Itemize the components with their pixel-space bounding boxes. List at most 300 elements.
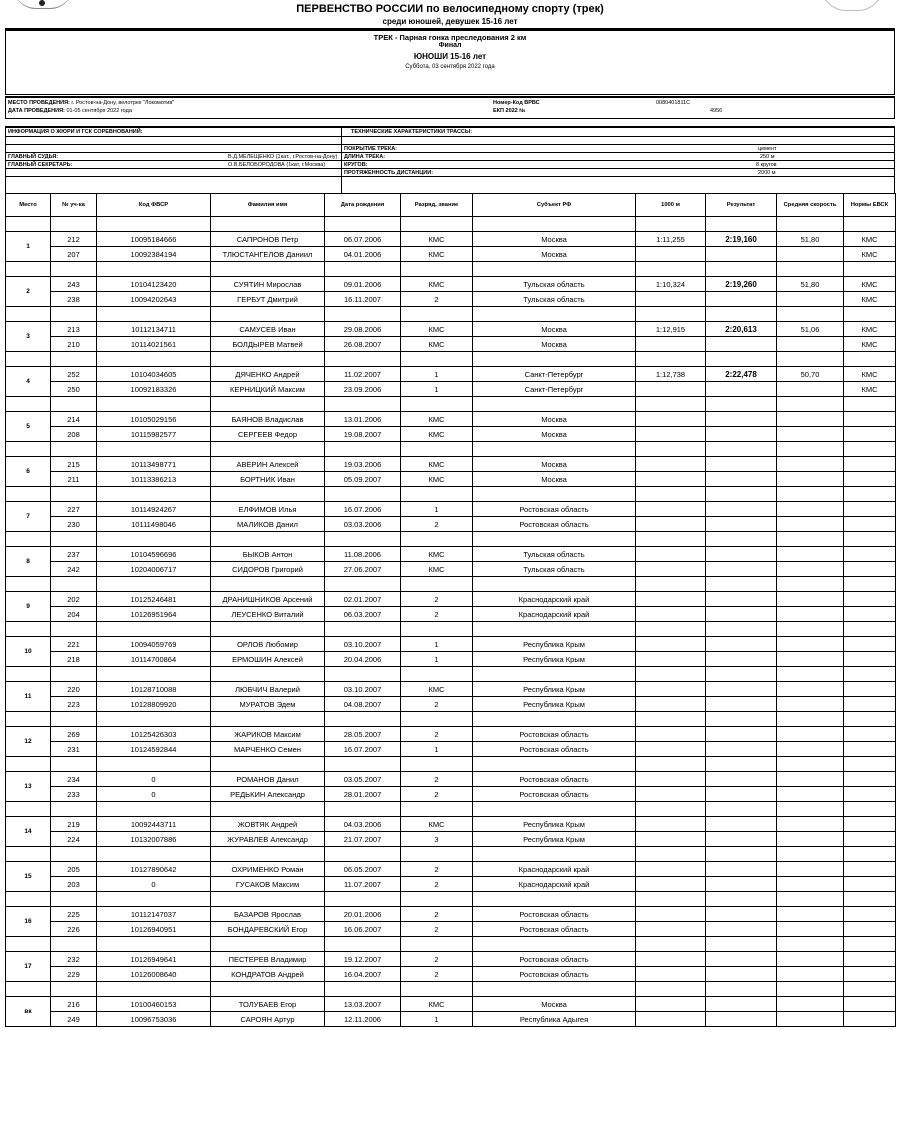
rank-cell: 2 (401, 772, 473, 787)
result-cell (706, 592, 777, 607)
rank-cell: 1 (401, 652, 473, 667)
place-cell: 15 (6, 862, 51, 892)
place-cell: 13 (6, 772, 51, 802)
avg-speed-cell (777, 292, 844, 307)
rank-cell: КМС (401, 337, 473, 352)
spacer-row (6, 622, 896, 637)
avg-speed-cell (777, 382, 844, 397)
evsk-norm-cell: КМС (844, 322, 896, 337)
split-1000m-cell: 1:11,255 (636, 232, 706, 247)
split-1000m-cell (636, 922, 706, 937)
fvsr-code-cell: 10126008640 (97, 967, 211, 982)
avg-speed-cell (777, 967, 844, 982)
fvsr-code-cell: 10105029156 (97, 412, 211, 427)
avg-speed-cell: 51,06 (777, 322, 844, 337)
table-row (6, 877, 896, 892)
rider-name-cell: ЛЕУСЕНКО Виталий (211, 607, 325, 622)
fvsr-code-cell: 10114924267 (97, 502, 211, 517)
results-table (5, 193, 896, 1027)
rider-name-cell: САМУСЕВ Иван (211, 322, 325, 337)
place-cell: вк (6, 997, 51, 1027)
bib-cell: 203 (51, 877, 97, 892)
evsk-norm-cell (844, 1012, 896, 1027)
evsk-norm-cell (844, 652, 896, 667)
place-cell: 6 (6, 457, 51, 487)
split-1000m-cell (636, 742, 706, 757)
place-cell: 16 (6, 907, 51, 937)
rider-name-cell: САРОЯН Артур (211, 1012, 325, 1027)
evsk-norm-cell (844, 412, 896, 427)
rider-name-cell: ЕРМОШИН Алексей (211, 652, 325, 667)
evsk-norm-cell (844, 772, 896, 787)
rider-name-cell: МАРЧЕНКО Семен (211, 742, 325, 757)
rank-cell: 2 (401, 877, 473, 892)
rider-name-cell: ГУСАКОВ Максим (211, 877, 325, 892)
rider-name-cell: ЖУРАВЛЕВ Александр (211, 832, 325, 847)
result-cell (706, 517, 777, 532)
surface-label: ПОКРЫТИЕ ТРЕКА: (344, 146, 398, 152)
fvsr-code-cell: 10127890642 (97, 862, 211, 877)
evsk-norm-cell (844, 502, 896, 517)
fvsr-code-cell: 10114021561 (97, 337, 211, 352)
region-cell: Москва (473, 457, 636, 472)
split-1000m-cell (636, 247, 706, 262)
region-cell: Ростовская область (473, 952, 636, 967)
place-cell: 5 (6, 412, 51, 442)
fvsr-code-cell: 10111498046 (97, 517, 211, 532)
evsk-norm-cell: КМС (844, 382, 896, 397)
result-cell: 2:19,260 (706, 277, 777, 292)
region-cell: Ростовская область (473, 517, 636, 532)
spacer-row (6, 352, 896, 367)
region-cell: Республика Крым (473, 832, 636, 847)
spacer-row (6, 217, 896, 232)
distance-value: 2000 м (758, 170, 776, 176)
rider-name-cell: ДРАНИШНИКОВ Арсений (211, 592, 325, 607)
region-cell: Краснодарский край (473, 607, 636, 622)
place-cell: 1 (6, 232, 51, 262)
rider-name-cell: ТЛЮСТАНГЕЛОВ Даниил (211, 247, 325, 262)
bib-cell: 220 (51, 682, 97, 697)
table-row (6, 517, 896, 532)
column-header: Место (6, 194, 51, 217)
table-row (6, 1012, 896, 1027)
avg-speed-cell (777, 457, 844, 472)
table-row (6, 772, 896, 787)
rank-cell: КМС (401, 472, 473, 487)
avg-speed-cell (777, 592, 844, 607)
region-cell: Республика Крым (473, 637, 636, 652)
bib-cell: 242 (51, 562, 97, 577)
fvsr-code-cell: 10204006717 (97, 562, 211, 577)
rider-name-cell: ОРЛОВ Любомир (211, 637, 325, 652)
fvsr-code-cell: 10104123420 (97, 277, 211, 292)
result-cell (706, 682, 777, 697)
avg-speed-cell (777, 832, 844, 847)
table-row (6, 247, 896, 262)
rank-cell: КМС (401, 427, 473, 442)
fvsr-code-cell: 10113498771 (97, 457, 211, 472)
venue-dates-label: ДАТА ПРОВЕДЕНИЯ: (8, 108, 65, 114)
region-cell: Тульская область (473, 562, 636, 577)
split-1000m-cell (636, 502, 706, 517)
venue-place-label: МЕСТО ПРОВЕДЕНИЯ: (8, 100, 70, 106)
rank-cell: КМС (401, 547, 473, 562)
rider-name-cell: СЕРГЕЕВ Федор (211, 427, 325, 442)
spacer-row (6, 442, 896, 457)
region-cell: Краснодарский край (473, 592, 636, 607)
bib-cell: 233 (51, 787, 97, 802)
result-cell (706, 547, 777, 562)
table-row (6, 382, 896, 397)
fvsr-code-cell: 10125426303 (97, 727, 211, 742)
evsk-norm-cell (844, 562, 896, 577)
birthdate-cell: 03.05.2007 (325, 772, 401, 787)
fvsr-code-cell: 10112134711 (97, 322, 211, 337)
spacer-row (6, 667, 896, 682)
fvsr-code-cell: 10128710088 (97, 682, 211, 697)
venue-dates-value: 01-05 сентября 2022 года (66, 108, 132, 114)
result-cell (706, 697, 777, 712)
evsk-norm-cell (844, 682, 896, 697)
rank-cell: 2 (401, 952, 473, 967)
spacer-row (6, 847, 896, 862)
track-length-value: 250 м (760, 154, 775, 160)
bib-cell: 219 (51, 817, 97, 832)
split-1000m-cell (636, 562, 706, 577)
avg-speed-cell (777, 607, 844, 622)
split-1000m-cell (636, 637, 706, 652)
bib-cell: 214 (51, 412, 97, 427)
place-cell: 7 (6, 502, 51, 532)
rider-name-cell: РЕДЬКИН Александр (211, 787, 325, 802)
event-date: Суббота, 03 сентября 2022 года (405, 64, 495, 70)
spacer-row (6, 892, 896, 907)
fvsr-code-cell: 10092183326 (97, 382, 211, 397)
result-cell (706, 637, 777, 652)
rank-cell: 1 (401, 742, 473, 757)
split-1000m-cell (636, 952, 706, 967)
birthdate-cell: 05.09.2007 (325, 472, 401, 487)
avg-speed-cell (777, 247, 844, 262)
birthdate-cell: 28.01.2007 (325, 787, 401, 802)
split-1000m-cell (636, 517, 706, 532)
column-header: Дата рождения (325, 194, 401, 217)
evsk-norm-cell (844, 547, 896, 562)
birthdate-cell: 03.03.2006 (325, 517, 401, 532)
bib-cell: 213 (51, 322, 97, 337)
region-cell: Ростовская область (473, 772, 636, 787)
rider-name-cell: ГЕРБУТ Дмитрий (211, 292, 325, 307)
fvsr-code-cell: 10126951964 (97, 607, 211, 622)
column-header: Средняя скорость (777, 194, 844, 217)
bib-cell: 216 (51, 997, 97, 1012)
table-row (6, 967, 896, 982)
result-cell (706, 997, 777, 1012)
rank-cell: КМС (401, 322, 473, 337)
region-cell: Ростовская область (473, 727, 636, 742)
birthdate-cell: 19.12.2007 (325, 952, 401, 967)
bib-cell: 218 (51, 652, 97, 667)
fvsr-code-cell: 10092384194 (97, 247, 211, 262)
region-cell: Ростовская область (473, 922, 636, 937)
spacer-row (6, 487, 896, 502)
rank-cell: КМС (401, 457, 473, 472)
rider-name-cell: МАЛИКОВ Данил (211, 517, 325, 532)
bib-cell: 208 (51, 427, 97, 442)
bib-cell: 226 (51, 922, 97, 937)
rider-name-cell: САПРОНОВ Петр (211, 232, 325, 247)
table-row (6, 472, 896, 487)
avg-speed-cell: 51,80 (777, 277, 844, 292)
split-1000m-cell (636, 787, 706, 802)
split-1000m-cell (636, 382, 706, 397)
rider-name-cell: БОРТНИК Иван (211, 472, 325, 487)
bib-cell: 215 (51, 457, 97, 472)
rider-name-cell: КЕРНИЦКИЙ Максим (211, 382, 325, 397)
rank-cell: 2 (401, 727, 473, 742)
table-row (6, 832, 896, 847)
table-row (6, 742, 896, 757)
region-cell: Республика Крым (473, 682, 636, 697)
region-cell: Санкт-Петербург (473, 382, 636, 397)
split-1000m-cell (636, 652, 706, 667)
place-cell: 8 (6, 547, 51, 577)
evsk-norm-cell (844, 457, 896, 472)
split-1000m-cell (636, 907, 706, 922)
table-row (6, 367, 896, 382)
place-cell: 14 (6, 817, 51, 847)
evsk-norm-cell (844, 862, 896, 877)
result-cell (706, 472, 777, 487)
event-discipline: ТРЕК - Парная гонка преследования 2 км (373, 33, 527, 42)
evsk-norm-cell: КМС (844, 292, 896, 307)
split-1000m-cell (636, 427, 706, 442)
split-1000m-cell (636, 412, 706, 427)
region-cell: Тульская область (473, 277, 636, 292)
chief-judge-label: ГЛАВНЫЙ СУДЬЯ: (8, 154, 59, 160)
avg-speed-cell (777, 922, 844, 937)
result-cell (706, 787, 777, 802)
birthdate-cell: 16.07.2006 (325, 502, 401, 517)
venue-code-value: 0080401811С (656, 100, 691, 106)
bib-cell: 231 (51, 742, 97, 757)
birthdate-cell: 16.11.2007 (325, 292, 401, 307)
bib-cell: 230 (51, 517, 97, 532)
avg-speed-cell (777, 502, 844, 517)
region-cell: Москва (473, 472, 636, 487)
track-header: ТЕХНИЧЕСКИЕ ХАРАКТЕРИСТИКИ ТРАССЫ: (351, 129, 473, 135)
bib-cell: 249 (51, 1012, 97, 1027)
venue-block (5, 96, 895, 119)
chief-secretary-label: ГЛАВНЫЙ СЕКРЕТАРЬ: (8, 162, 73, 168)
fvsr-code-cell: 10092443711 (97, 817, 211, 832)
avg-speed-cell (777, 862, 844, 877)
rank-cell: КМС (401, 232, 473, 247)
birthdate-cell: 16.06.2007 (325, 922, 401, 937)
table-row (6, 637, 896, 652)
place-cell: 10 (6, 637, 51, 667)
fvsr-code-cell: 10100460153 (97, 997, 211, 1012)
rank-cell: 1 (401, 637, 473, 652)
place-cell: 12 (6, 727, 51, 757)
birthdate-cell: 06.03.2007 (325, 607, 401, 622)
rider-name-cell: СУЯТИН Мирослав (211, 277, 325, 292)
rank-cell: 2 (401, 967, 473, 982)
fvsr-code-cell: 10104034605 (97, 367, 211, 382)
table-row (6, 922, 896, 937)
rank-cell: 1 (401, 1012, 473, 1027)
evsk-norm-cell: КМС (844, 232, 896, 247)
table-row (6, 697, 896, 712)
rank-cell: 1 (401, 502, 473, 517)
split-1000m-cell: 1:10,324 (636, 277, 706, 292)
bib-cell: 211 (51, 472, 97, 487)
result-cell (706, 337, 777, 352)
bib-cell: 205 (51, 862, 97, 877)
bib-cell: 210 (51, 337, 97, 352)
bib-cell: 204 (51, 607, 97, 622)
rank-cell: 2 (401, 907, 473, 922)
results-body (6, 217, 896, 1027)
birthdate-cell: 09.01.2006 (325, 277, 401, 292)
avg-speed-cell (777, 997, 844, 1012)
spacer-row (6, 712, 896, 727)
region-cell: Республика Крым (473, 697, 636, 712)
evsk-norm-cell (844, 637, 896, 652)
split-1000m-cell (636, 772, 706, 787)
rider-name-cell: ОХРИМЕНКО Роман (211, 862, 325, 877)
region-cell: Москва (473, 322, 636, 337)
fvsr-code-cell: 10125246481 (97, 592, 211, 607)
bib-cell: 224 (51, 832, 97, 847)
column-header: Разряд, звание (401, 194, 473, 217)
laps-label: КРУГОВ: (344, 162, 368, 168)
event-group: ЮНОШИ 15-16 лет (413, 52, 487, 61)
fvsr-code-cell: 10094059769 (97, 637, 211, 652)
place-cell: 2 (6, 277, 51, 307)
rank-cell: КМС (401, 997, 473, 1012)
chief-judge-value: В.Д.МЕЛЕЩЕНКО (1кат., г.Ростов-на-Дону) (228, 154, 338, 160)
bib-cell: 269 (51, 727, 97, 742)
spacer-row (6, 397, 896, 412)
event-header (5, 28, 895, 95)
region-cell: Республика Крым (473, 652, 636, 667)
avg-speed-cell: 51,80 (777, 232, 844, 247)
spacer-row (6, 532, 896, 547)
split-1000m-cell (636, 832, 706, 847)
birthdate-cell: 06.05.2007 (325, 862, 401, 877)
result-cell (706, 382, 777, 397)
avg-speed-cell (777, 562, 844, 577)
jury-and-track-info (5, 126, 895, 195)
rider-name-cell: ЕЛФИМОВ Илья (211, 502, 325, 517)
bib-cell: 212 (51, 232, 97, 247)
rider-name-cell: СИДОРОВ Григорий (211, 562, 325, 577)
table-row (6, 547, 896, 562)
rank-cell: 2 (401, 592, 473, 607)
avg-speed-cell (777, 697, 844, 712)
region-cell: Санкт-Петербург (473, 367, 636, 382)
region-cell: Ростовская область (473, 502, 636, 517)
evsk-norm-cell (844, 922, 896, 937)
birthdate-cell: 27.06.2007 (325, 562, 401, 577)
result-cell (706, 742, 777, 757)
bib-cell: 237 (51, 547, 97, 562)
rank-cell: 2 (401, 787, 473, 802)
split-1000m-cell (636, 862, 706, 877)
result-cell (706, 907, 777, 922)
avg-speed-cell (777, 817, 844, 832)
spacer-row (6, 982, 896, 997)
avg-speed-cell (777, 547, 844, 562)
result-cell: 2:22,478 (706, 367, 777, 382)
rider-name-cell: ПЕСТЕРЕВ Владимир (211, 952, 325, 967)
birthdate-cell: 20.01.2006 (325, 907, 401, 922)
fvsr-code-cell: 10104596696 (97, 547, 211, 562)
avg-speed-cell (777, 877, 844, 892)
fvsr-code-cell: 10112147037 (97, 907, 211, 922)
bib-cell: 221 (51, 637, 97, 652)
bib-cell: 243 (51, 277, 97, 292)
jury-header: ИНФОРМАЦИЯ О ЖЮРИ И ГСК СОРЕВНОВАНИЙ: (8, 129, 143, 135)
birthdate-cell: 02.01.2007 (325, 592, 401, 607)
split-1000m-cell (636, 682, 706, 697)
rider-name-cell: ЖАРИКОВ Максим (211, 727, 325, 742)
avg-speed-cell (777, 787, 844, 802)
rider-name-cell: БОНДАРЕВСКИЙ Егор (211, 922, 325, 937)
result-cell (706, 292, 777, 307)
birthdate-cell: 11.02.2007 (325, 367, 401, 382)
birthdate-cell: 28.05.2007 (325, 727, 401, 742)
table-row (6, 322, 896, 337)
fvsr-code-cell: 10126949641 (97, 952, 211, 967)
table-row (6, 652, 896, 667)
table-row (6, 292, 896, 307)
split-1000m-cell (636, 607, 706, 622)
birthdate-cell: 19.08.2007 (325, 427, 401, 442)
split-1000m-cell (636, 592, 706, 607)
table-row (6, 997, 896, 1012)
rank-cell: 1 (401, 367, 473, 382)
evsk-norm-cell (844, 517, 896, 532)
venue-ekp-label: ЕКП 2022 № (493, 108, 526, 114)
evsk-norm-cell (844, 877, 896, 892)
avg-speed-cell (777, 772, 844, 787)
region-cell: Ростовская область (473, 967, 636, 982)
place-cell: 4 (6, 367, 51, 397)
bib-cell: 232 (51, 952, 97, 967)
spacer-row (6, 577, 896, 592)
avg-speed-cell (777, 637, 844, 652)
table-row (6, 277, 896, 292)
result-cell (706, 832, 777, 847)
rank-cell: 2 (401, 697, 473, 712)
evsk-norm-cell: КМС (844, 367, 896, 382)
split-1000m-cell (636, 292, 706, 307)
result-cell (706, 502, 777, 517)
table-row (6, 607, 896, 622)
split-1000m-cell: 1:12,738 (636, 367, 706, 382)
birthdate-cell: 20.04.2006 (325, 652, 401, 667)
table-row (6, 682, 896, 697)
avg-speed-cell (777, 727, 844, 742)
evsk-norm-cell (844, 427, 896, 442)
result-cell (706, 652, 777, 667)
table-row (6, 787, 896, 802)
split-1000m-cell (636, 472, 706, 487)
result-cell (706, 952, 777, 967)
